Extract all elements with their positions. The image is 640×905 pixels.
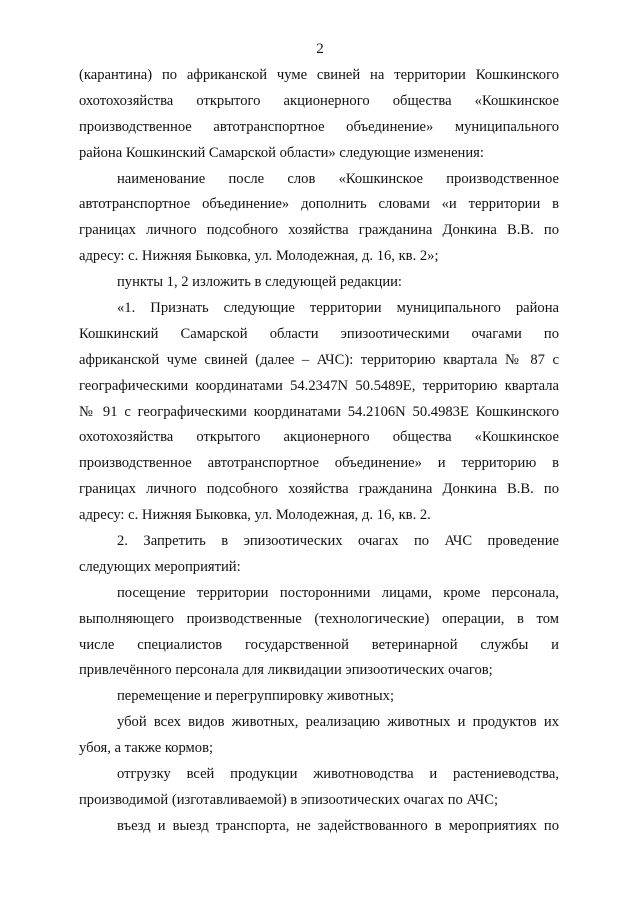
text-line: адресу: с. Нижняя Быковка, ул. Молодежная, д. 16, кв. 2.: [79, 507, 431, 524]
text-line: наименование после слов «Кошкинское производственное: [117, 170, 559, 187]
text-line: привлечённого персонала для ликвидации эпизоотических очагов;: [79, 662, 493, 679]
text-line: убоя, а также кормов;: [79, 740, 214, 757]
text-line: производимой (изготавливаемой) в эпизоотических очагах по АЧС;: [79, 791, 499, 808]
text-line: № 91 с географическими координатами 54.2106N 50.4983E Кошкинского: [79, 403, 559, 420]
document-body: [79, 63, 559, 840]
text-line: перемещение и перегруппировку животных;: [117, 688, 395, 705]
text-line: (карантина) по африканской чуме свиней на территории Кошкинского: [79, 67, 559, 83]
text-line: следующих мероприятий:: [79, 558, 241, 575]
text-line: африканской чуме свиней (далее – АЧС): территорию квартала № 87 с: [79, 351, 559, 368]
page-number: 2: [316, 41, 324, 57]
text-line: адресу: с. Нижняя Быковка, ул. Молодежная, д. 16, кв. 2»;: [79, 248, 439, 265]
text-line: отгрузку всей продукции животноводства и растениеводства,: [117, 766, 559, 783]
text-line: охотохозяйства открытого акционерного общества «Кошкинское: [79, 429, 559, 446]
text-line: выполняющего производственные (технологические) операции, в том: [79, 610, 559, 627]
text-line: «1. Признать следующие территории муниципального района: [117, 300, 559, 317]
text-line: 2. Запретить в эпизоотических очагах по АЧС проведение: [117, 533, 559, 550]
text-line: посещение территории посторонними лицами, кроме персонала,: [117, 584, 559, 601]
text-line: въезд и выезд транспорта, не задействованного в мероприятиях по: [117, 817, 559, 834]
text-line: числе специалистов государственной ветеринарной службы и: [79, 636, 559, 653]
text-line: производственное автотранспортное объединение» муниципального: [79, 118, 559, 135]
text-line: убой всех видов животных, реализацию животных и продуктов их: [117, 714, 559, 731]
text-line: автотранспортное объединение» дополнить словами «и территории в: [79, 196, 559, 213]
text-line: пункты 1, 2 изложить в следующей редакции:: [117, 274, 402, 291]
text-line: района Кошкинский Самарской области» следующие изменения:: [79, 144, 484, 161]
text-line: производственное автотранспортное объединение» и территорию в: [79, 455, 559, 472]
text-line: границах личного подсобного хозяйства гражданина Донкина В.В. по: [79, 222, 559, 239]
text-line: географическими координатами 54.2347N 50.5489E, территорию квартала: [79, 377, 559, 394]
text-line: границах личного подсобного хозяйства гражданина Донкина В.В. по: [79, 481, 559, 498]
text-line: охотохозяйства открытого акционерного общества «Кошкинское: [79, 92, 559, 109]
text-line: Кошкинский Самарской области эпизоотическими очагами по: [79, 325, 559, 342]
